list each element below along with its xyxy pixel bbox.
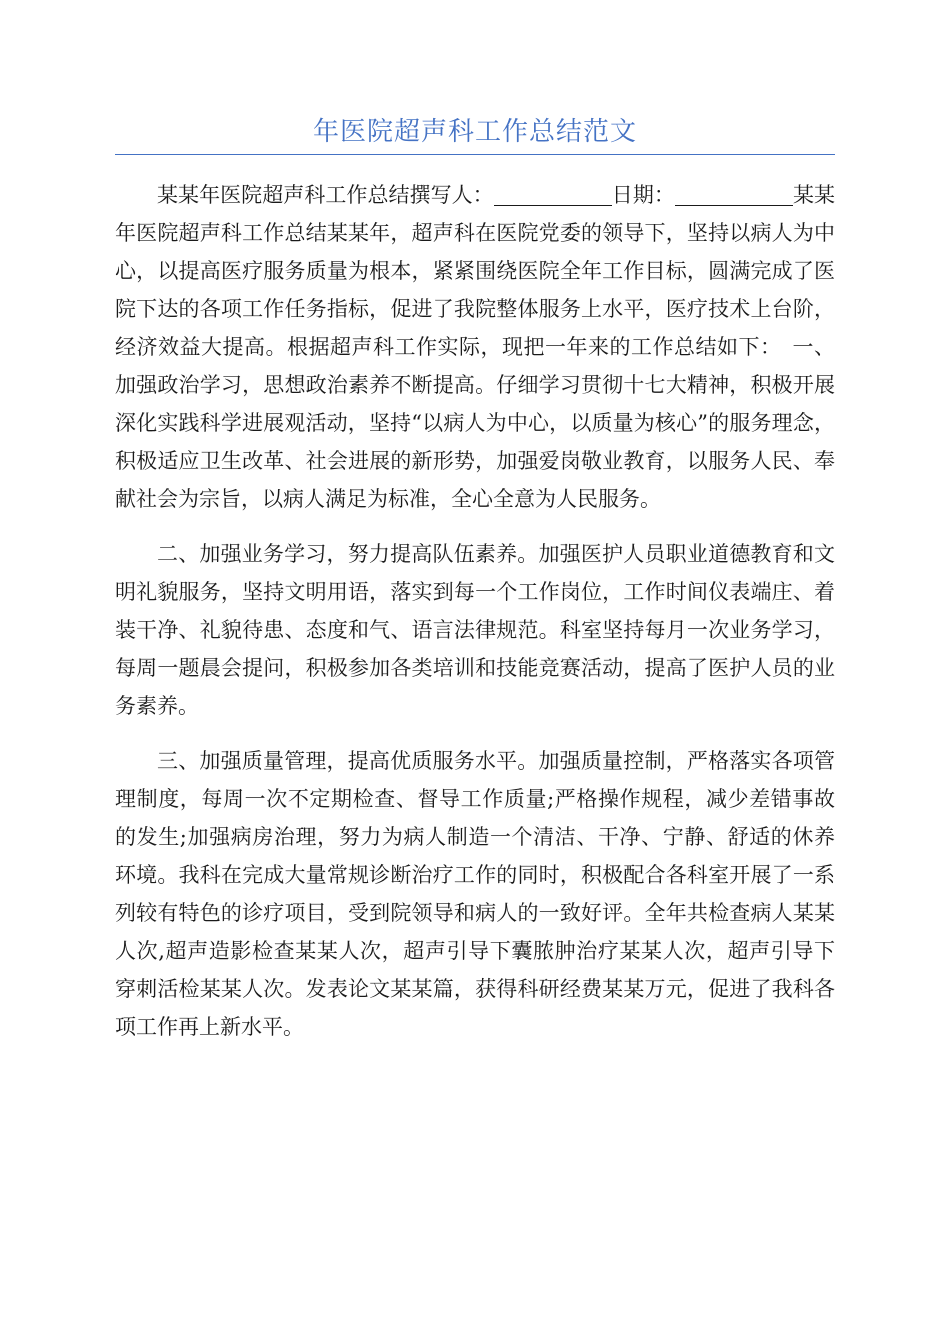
paragraph-1-text: 某某年医院超声科工作总结某某年，超声科在医院党委的领导下，坚持以病人为中心，以提高医疗服务质量为根本，紧紧围绕医院全年工作目标，圆满完成了医院下达的各项工作任务指标，促进了我院整体服务上水平，医疗技术上台阶，经济效益大提高。根据超声科工作实际，现把一年来的工作总结如下： 一、加强政治学习，思想政治素养不断提高。仔细学习贯彻十七大精神，积极开展深化实践科学进展观活动，坚持“以病人为中心，以质量为核心”的服务理念，积极适应卫生改革、社会进展的新形势，加强爱岗敬业教育，以服务人民、奉献社会为宗旨，以病人满足为标准，全心全意为人民服务。 — [115, 183, 836, 511]
document-title: 年医院超声科工作总结范文 — [312, 117, 637, 147]
paragraph-3: 三、加强质量管理，提高优质服务水平。加强质量控制，严格落实各项管理制度，每周一次不定期检查、督导工作质量;严格操作规程，减少差错事故的发生;加强病房治理，努力为病人制造一个清洁、干净、宁静、舒适的休养环境。我科在完成大量常规诊断治疗工作的同时，积极配合各科室开展了一系列较有特色的诊疗项目，受到院领导和病人的一致好评。全年共检查病人某某人次,超声造影检查某某人次，超声引导下囊脓肿治疗某某人次，超声引导下穿刺活检某某人次。发表论文某某篇，获得科研经费某某万元，促进了我科各项工作再上新水平。 — [115, 749, 835, 1039]
title-underline — [115, 154, 835, 155]
author-blank — [494, 183, 612, 206]
paragraph-2: 二、加强业务学习，努力提高队伍素养。加强医护人员职业道德教育和文明礼貌服务，坚持文明用语，落实到每一个工作岗位，工作时间仪表端庄、着装干净、礼貌待患、态度和气、语言法律规范。科室坚持每月一次业务学习，每周一题晨会提问，积极参加各类培训和技能竞赛活动，提高了医护人员的业务素养。 — [115, 542, 835, 718]
document-body — [115, 176, 835, 1063]
paragraph-1 — [115, 176, 835, 518]
date-label: 日期： — [611, 183, 675, 207]
date-blank — [675, 183, 793, 206]
author-label: 某某年医院超声科工作总结撰写人： — [157, 183, 494, 207]
